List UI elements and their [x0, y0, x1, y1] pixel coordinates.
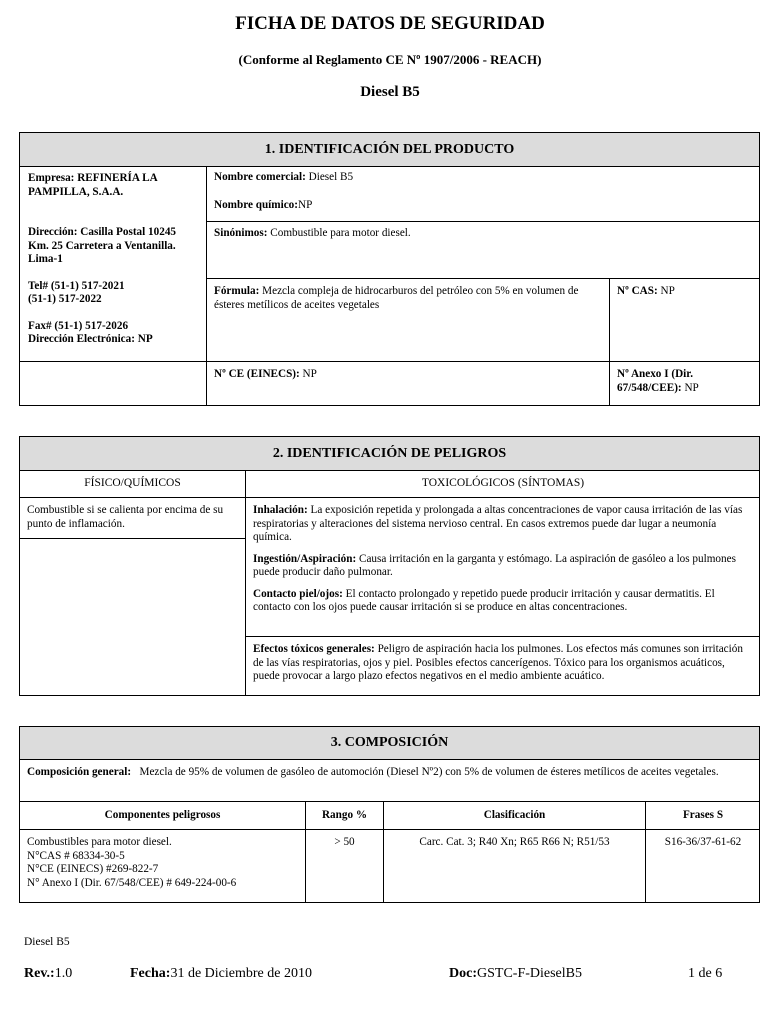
efectos-label: Efectos tóxicos generales: [253, 643, 375, 655]
ingestion-text: Causa irritación en la garganta y estómago. La aspiración de gasóleo a los pulmones puede producir daño pulmonar. [253, 552, 736, 578]
frases-cell: S16-36/37-61-62 [664, 836, 742, 848]
page-number: 1 de 6 [688, 966, 723, 981]
contacto-label: Contacto piel/ojos: [253, 587, 343, 600]
ce-value: NP [299, 368, 317, 380]
inhalacion-text: La exposición repetida y prolongada a altas concentraciones de vapor causa irritación de las vías respiratorias y alteraciones del sistema nervioso central. En casos extremos puede dar lugar a neumonía química. [253, 504, 743, 543]
comp-line-3: N°CE (EINECS) #269-822-7 [27, 863, 159, 875]
fisico-text: Combustible si se calienta por encima de su punto de inflamación. [27, 504, 224, 530]
section-2-heading: 2. IDENTIFICACIÓN DE PELIGROS [20, 437, 759, 471]
efectos-text: Peligro de aspiración hacia los pulmones. Los efectos más comunes son irritación de las vías respiratorias, ojos y piel. Posibles efectos cancerígenos. Tóxico para los organismos acuáticos, puede provocar a largo plazo efectos negativos en el medio ambiente acuático. [253, 643, 743, 682]
empresa-line-1: Empresa: REFINERÍA LA [28, 172, 158, 184]
company-info [20, 166, 206, 353]
anexo-cell [610, 362, 760, 400]
rev-label: Rev.: [24, 966, 55, 981]
rev-value: 1.0 [54, 966, 73, 981]
efectos-cell [246, 637, 760, 689]
formula-cell [207, 279, 609, 361]
anexo-label-1: Nº Anexo I (Dir. [617, 368, 693, 380]
nombre-comercial [214, 171, 753, 185]
nombre-comercial-value: Diesel B5 [305, 171, 354, 183]
section-3-table [19, 726, 760, 903]
col-rango: Rango % [321, 809, 368, 821]
contacto-text: El contacto prolongado y repetido puede producir irritación y causar dermatitis. El contacto con los ojos puede causar irritación si se produce en altas concentraciones. [253, 587, 715, 613]
composicion-general [20, 760, 760, 785]
sinonimos-label: Sinónimos: [214, 227, 268, 239]
tel-line-1: Tel# (51-1) 517-2021 [28, 279, 125, 292]
direccion-line-1: Dirección: Casilla Postal 10245 [28, 226, 177, 238]
nombre-quimico-label: Nombre químico: [214, 198, 299, 211]
doc-value: GSTC-F-DieselB5 [477, 966, 582, 981]
componentes-cell [20, 830, 305, 895]
comp-line-2: N°CAS # 68334-30-5 [27, 849, 125, 862]
section-2-table [19, 436, 760, 696]
document-subtitle: (Conforme al Reglamento CE Nº 1907/2006 - REACH) [238, 52, 542, 67]
tel-line-2: (51-1) 517-2022 [28, 293, 102, 305]
ingestion [253, 553, 753, 580]
doc-label: Doc: [449, 966, 477, 981]
formula-label: Fórmula: [214, 285, 260, 297]
anexo-value: NP [681, 381, 699, 394]
fecha-label: Fecha: [130, 966, 171, 981]
fecha-value: 31 de Diciembre de 2010 [170, 966, 312, 981]
sinonimos-value: Combustible para motor diesel. [267, 227, 411, 239]
formula-value: Mezcla compleja de hidrocarburos del petróleo con 5% en volumen de ésteres metílicos de aceites vegetales [214, 285, 579, 311]
section-1-table [19, 132, 760, 406]
contacto [253, 588, 753, 615]
fax-line: Fax# (51-1) 517-2026 [28, 319, 129, 332]
footer-fecha [130, 966, 312, 982]
clasificacion-cell: Carc. Cat. 3; R40 Xn; R65 R66 N; R51/53 [419, 836, 610, 848]
anexo-label-2: 67/548/CEE): [617, 381, 682, 394]
col-frases: Frases S [682, 809, 724, 821]
col-clasificacion: Clasificación [483, 809, 546, 821]
col-componentes: Componentes peligrosos [104, 809, 221, 821]
ce-cell [207, 362, 609, 387]
footer-rev [24, 966, 72, 982]
direccion-line-2: Km. 25 Carretera a Ventanilla. [28, 239, 176, 252]
ce-label: Nº CE (EINECS): [214, 368, 300, 380]
rango-cell: > 50 [334, 836, 355, 848]
toxicologicos-cell [246, 498, 760, 620]
cas-value: NP [657, 285, 675, 297]
toxicologicos-header: TOXICOLÓGICOS (SÍNTOMAS) [421, 477, 585, 489]
inhalacion-label: Inhalación: [253, 504, 308, 516]
ingestion-label: Ingestión/Aspiración: [253, 552, 357, 565]
comp-line-1: Combustibles para motor diesel. [27, 836, 172, 848]
nombre-quimico-value: NP [298, 198, 313, 211]
footer-doc-name: Diesel B5 [24, 936, 70, 948]
composicion-general-label: Composición general: [27, 766, 132, 778]
section-1-heading: 1. IDENTIFICACIÓN DEL PRODUCTO [20, 133, 759, 167]
cas-cell [610, 279, 760, 304]
direccion-line-3: Lima-1 [28, 253, 63, 265]
empresa-line-2: PAMPILLA, S.A.A. [28, 185, 124, 198]
nombre-comercial-label: Nombre comercial: [214, 171, 306, 183]
sinonimos-cell [207, 222, 760, 278]
fisico-header: FÍSICO/QUÍMICOS [84, 477, 181, 489]
nombre-cell [207, 166, 760, 221]
email-line: Dirección Electrónica: NP [28, 333, 153, 345]
nombre-quimico [214, 199, 753, 213]
composicion-general-text: Mezcla de 95% de volumen de gasóleo de automoción (Diesel Nº2) con 5% de volumen de ésteres metílicos de aceites vegetales. [131, 766, 719, 778]
comp-line-4: N° Anexo I (Dir. 67/548/CEE) # 649-224-00-6 [27, 876, 237, 889]
document-title: FICHA DE DATOS DE SEGURIDAD [235, 13, 545, 34]
cas-label: Nº CAS: [617, 285, 658, 297]
footer-doc [449, 966, 582, 982]
divider [20, 538, 246, 539]
product-name: Diesel B5 [360, 84, 420, 100]
section-3-heading: 3. COMPOSICIÓN [20, 727, 759, 760]
inhalacion [253, 504, 753, 545]
